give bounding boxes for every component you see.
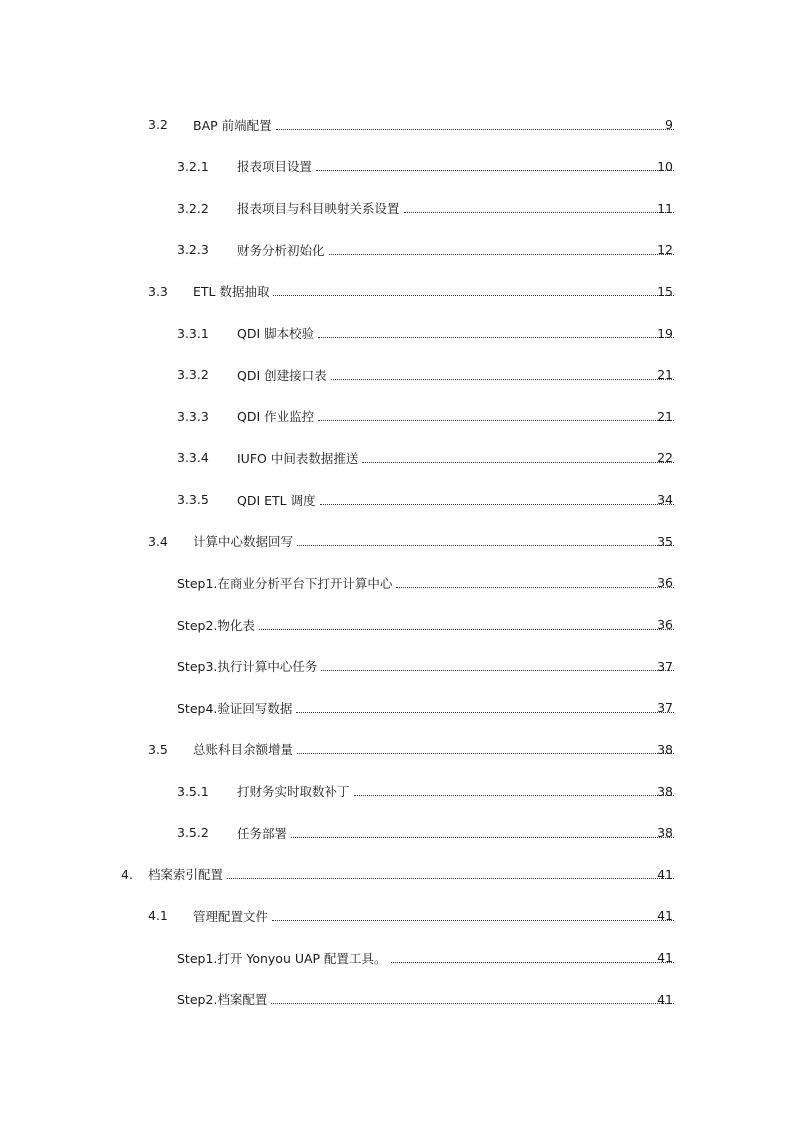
toc-leader-dots: [318, 419, 674, 421]
toc-leader-dots: [297, 752, 674, 754]
toc-entry[interactable]: [0, 895, 794, 937]
toc-entry-title-wrap: [193, 729, 674, 771]
toc-entry-title-wrap: [193, 271, 674, 313]
toc-entry-title: BAP 前端配置: [193, 117, 272, 133]
toc-leader-dots: [331, 378, 674, 380]
toc-entry[interactable]: [0, 645, 794, 687]
toc-entry-page-number: 21: [657, 367, 673, 383]
toc-entry-number: 3.2: [148, 117, 168, 133]
toc-leader-dots: [318, 336, 674, 338]
toc-entry-page-number: 22: [657, 450, 673, 466]
toc-entry-title-wrap: [237, 437, 674, 479]
toc-entry-title-wrap: [237, 354, 674, 396]
toc-entry-title: IUFO 中间表数据推送: [237, 450, 359, 466]
toc-leader-dots: [362, 461, 674, 463]
toc-entry-title-wrap: [177, 687, 674, 729]
toc-entry[interactable]: [0, 312, 794, 354]
toc-entry-title-wrap: [177, 937, 674, 979]
toc-entry-page-number: 41: [657, 866, 673, 882]
toc-entry-page-number: 41: [657, 908, 673, 924]
toc-entry-number: 3.3.5: [177, 492, 209, 508]
toc-leader-dots: [276, 128, 674, 130]
toc-entry-page-number: 12: [657, 242, 673, 258]
toc-entry-page-number: 38: [657, 741, 673, 757]
toc-leader-dots: [227, 877, 674, 879]
toc-leader-dots: [404, 211, 674, 213]
toc-entry-number: 3.3.2: [177, 367, 209, 383]
toc-leader-dots: [291, 836, 674, 838]
toc-entry[interactable]: [0, 937, 794, 979]
toc-entry-title: Step4.验证回写数据: [177, 700, 293, 716]
toc-entry-page-number: 37: [657, 658, 673, 674]
toc-entry[interactable]: [0, 354, 794, 396]
toc-entry-title-wrap: [237, 770, 674, 812]
toc-entry-title-wrap: [237, 146, 674, 188]
toc-entry-title: Step2.档案配置: [177, 992, 268, 1008]
toc-entry-page-number: 41: [657, 991, 673, 1007]
toc-entry[interactable]: [0, 229, 794, 271]
toc-entry-title: ETL 数据抽取: [193, 284, 270, 300]
toc-entry-number: 3.3.3: [177, 408, 209, 424]
toc-entry-number: 4.1: [148, 908, 168, 924]
toc-leader-dots: [320, 503, 674, 505]
toc-entry-title: 总账科目余额增量: [193, 742, 294, 758]
toc-entry-page-number: 15: [657, 283, 673, 299]
toc-leader-dots: [354, 794, 674, 796]
toc-entry-number: 3.3: [148, 283, 168, 299]
toc-entry[interactable]: [0, 271, 794, 313]
toc-entry-title-wrap: [193, 520, 674, 562]
toc-entry-page-number: 36: [657, 617, 673, 632]
toc-entry-title: 管理配置文件: [193, 908, 269, 924]
toc-leader-dots: [259, 628, 674, 630]
toc-entry-title: Step3.执行计算中心任务: [177, 659, 318, 675]
toc-entry-title: 打财务实时取数补丁: [237, 784, 350, 800]
toc-entry-title: QDI 创建接口表: [237, 367, 327, 383]
toc-entry-title: 档案索引配置: [148, 867, 224, 883]
toc-entry-number: 3.2.3: [177, 242, 209, 258]
toc-entry-number: 3.5.1: [177, 783, 209, 799]
toc-entry-number: 3.3.4: [177, 450, 209, 466]
toc-leader-dots: [396, 586, 674, 588]
toc-entry[interactable]: [0, 604, 794, 646]
toc-entry[interactable]: [0, 437, 794, 479]
toc-entry-page-number: 41: [657, 950, 673, 966]
toc-entry-number: 3.4: [148, 533, 168, 549]
toc-entry-title: Step1.打开 Yonyou UAP 配置工具。: [177, 950, 387, 966]
toc-entry[interactable]: [0, 520, 794, 562]
toc-entry-page-number: 38: [657, 783, 673, 799]
toc-entry[interactable]: [0, 770, 794, 812]
toc-entry-title-wrap: [193, 895, 674, 937]
toc-entry[interactable]: [0, 854, 794, 896]
toc-entry[interactable]: [0, 729, 794, 771]
toc-entry-title-wrap: [177, 645, 674, 687]
toc-entry[interactable]: [0, 812, 794, 854]
toc-entry-number: 3.5: [148, 741, 168, 757]
toc-entry-title-wrap: [237, 187, 674, 229]
toc-entry-page-number: 9: [665, 117, 673, 133]
toc-entry-title: QDI 作业监控: [237, 409, 315, 425]
toc-entry-title: Step1.在商业分析平台下打开计算中心: [177, 575, 393, 591]
toc-entry-title-wrap: [237, 395, 674, 437]
toc-entry-title: Step2.物化表: [177, 617, 255, 633]
toc-entry-title-wrap: [237, 479, 674, 521]
toc-leader-dots: [321, 669, 674, 671]
toc-entry-title-wrap: [193, 104, 674, 146]
toc-entry-title-wrap: [177, 978, 674, 1020]
toc-entry-page-number: 37: [657, 700, 673, 716]
toc-entry[interactable]: [0, 562, 794, 604]
toc-entry[interactable]: [0, 146, 794, 188]
toc-leader-dots: [316, 169, 674, 171]
toc-entry-page-number: 38: [657, 825, 673, 841]
toc-entry-title-wrap: [177, 562, 674, 604]
toc-entry-title: 财务分析初始化: [237, 242, 325, 258]
toc-entry-title: 任务部署: [237, 825, 288, 841]
toc-entry-number: 3.5.2: [177, 825, 209, 841]
toc-leader-dots: [391, 961, 674, 963]
toc-entry-title-wrap: [148, 854, 674, 896]
toc-entry-title-wrap: [237, 312, 674, 354]
toc-entry[interactable]: [0, 104, 794, 146]
toc-entry-title: QDI 脚本校验: [237, 326, 315, 342]
toc-entry-title: 计算中心数据回写: [193, 534, 294, 550]
toc-leader-dots: [297, 544, 674, 546]
toc-entry-title-wrap: [177, 604, 674, 646]
toc-entry-title: QDI ETL 调度: [237, 492, 316, 508]
toc-entry-title-wrap: [237, 812, 674, 854]
toc-entry[interactable]: [0, 395, 794, 437]
toc-entry-title-wrap: [237, 229, 674, 271]
toc-entry-number: 3.3.1: [177, 325, 209, 341]
toc-entry-number: 3.2.2: [177, 200, 209, 216]
toc-entry-number: 4.: [121, 866, 133, 882]
toc-entry-page-number: 21: [657, 408, 673, 424]
toc-entry[interactable]: [0, 479, 794, 521]
toc-entry[interactable]: [0, 187, 794, 229]
toc-entry-page-number: 35: [657, 533, 673, 549]
toc-entry-title: 报表项目与科目映射关系设置: [237, 201, 400, 217]
toc-leader-dots: [272, 919, 674, 921]
toc-leader-dots: [273, 294, 674, 296]
toc-entry[interactable]: [0, 978, 794, 1020]
table-of-contents: [0, 104, 794, 1020]
toc-entry-page-number: 10: [657, 158, 673, 174]
toc-entry-page-number: 36: [657, 575, 673, 591]
toc-entry-page-number: 19: [657, 325, 673, 341]
toc-entry-number: 3.2.1: [177, 158, 209, 174]
toc-entry-page-number: 34: [657, 492, 673, 508]
toc-leader-dots: [296, 711, 674, 713]
toc-entry[interactable]: [0, 687, 794, 729]
toc-entry-title: 报表项目设置: [237, 159, 313, 175]
toc-entry-page-number: 11: [657, 200, 673, 216]
toc-leader-dots: [329, 253, 674, 255]
toc-leader-dots: [271, 1002, 674, 1004]
